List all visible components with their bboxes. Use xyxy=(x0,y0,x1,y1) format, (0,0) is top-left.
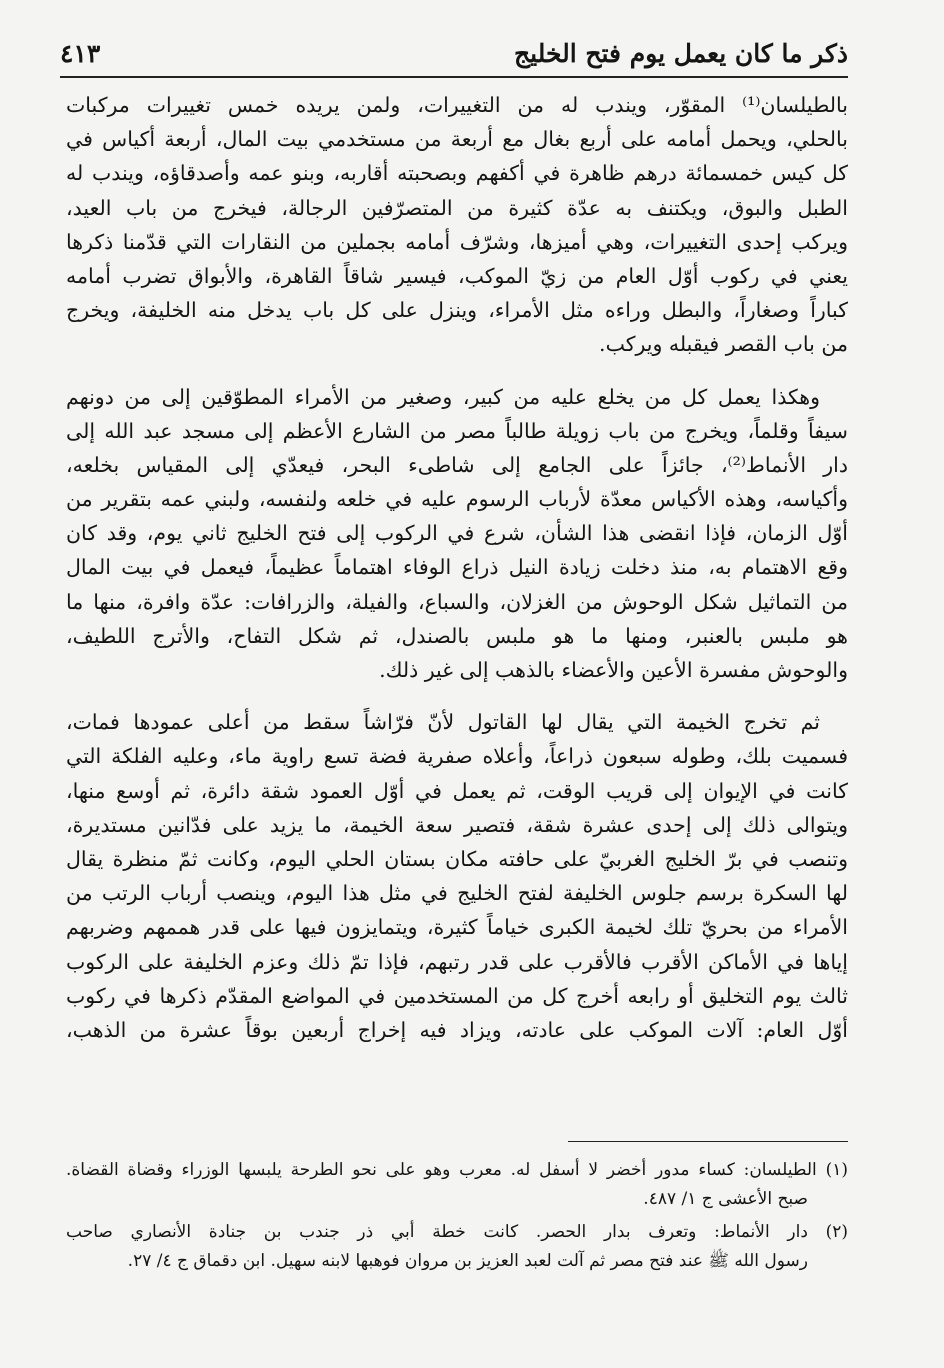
text-line: ثم تخرج الخيمة التي يقال لها القاتول لأنّ فرّاشاً سقط من أعلى عمودها فمات، xyxy=(66,710,820,735)
footnote-line: رسول الله ﷺ عند فتح مصر ثم آلت لعبد العزيز بن مروان فوهبها لابنه سهيل. ابن دقماق ج ٤/ ٢٧. xyxy=(127,1251,808,1271)
paragraph-3 xyxy=(66,705,848,1047)
text-line: كانت في الإيوان إلى قريب الوقت، ثم يعمل في أوّل العمود شقة دائرة، ثم أوسع منها، xyxy=(66,778,848,803)
text-line: أوّل الزمان، فإذا انقضى هذا الشأن، شرع في الركوب إلى فتح الخليج ثاني يوم، وقد كان xyxy=(66,521,848,546)
text-line: فسميت بلك، وطوله سبعون ذراعاً، وأعلاه صفرية فضة تسع راوية ماء، وعليه الفلكة التي xyxy=(66,744,848,769)
footnote-separator xyxy=(568,1141,848,1142)
text-line: إياها في الأماكن الأقرب فالأقرب على قدر رتبهم، فإذا تمّ ذلك وعزم الخليفة على الركوب xyxy=(66,949,848,974)
text-line: بالطيلسان⁽¹⁾ المقوّر، ويندب له من التغييرات، ولمن يريده خمس تغييرات مركبات xyxy=(66,93,848,117)
text-line: بالحلي، ويحمل أمامه على أربع بغال مع أربعة من مستخدمي بيت المال، أربعة أكياس في xyxy=(66,127,848,152)
text-line: ويركب إحدى التغييرات، وهي أميزها، وشرّف أمامه بجملين من النقارات التي قدّمنا ذكرها xyxy=(66,229,848,254)
footnote-1 xyxy=(66,1156,848,1214)
text-line: أوّل العام: آلات الموكب على عادته، ويزاد فيه إخراج أربعين بوقاً عشرة من الذهب، xyxy=(66,1017,848,1042)
text-line: الطبل والبوق، ويكتنف به عدّة كثيرة من المتصرّفين الرجالة، فيخرج من باب العيد، xyxy=(66,195,848,220)
text-line: يعني في ركوب أوّل العام من زيّ الموكب، فيسير شاقاً القاهرة، والأبواق تضرب أمامه xyxy=(66,263,848,288)
header-rule xyxy=(60,76,848,78)
footnote-2 xyxy=(66,1218,848,1276)
text-line: وقع الاهتمام به، منذ دخلت زيادة النيل ذراع الوفاء اهتماماً عظيماً، فيعمل في بيت المال xyxy=(66,555,848,580)
text-line: من باب القصر فيقبله ويركب. xyxy=(599,332,848,357)
footnote-line: صبح الأعشى ج ١/ ٤٨٧. xyxy=(643,1189,808,1209)
text-line: كل كيس خمسمائة درهم ظاهرة في أكفهم وبصحبته أقاربه، وبنو عمه وأصدقاؤه، ويندب له xyxy=(66,161,848,186)
text-line: كباراً وصغاراً، والبطل وراءه مثل الأمراء، وينزل على كل باب يدخل منه الخليفة، ويخرج xyxy=(66,298,848,323)
paragraph-2 xyxy=(66,380,848,688)
footnotes xyxy=(66,1156,848,1280)
body-text xyxy=(66,88,848,1065)
paragraph-1 xyxy=(66,88,848,362)
text-line: وأكياسه، وهذه الأكياس معدّة لأرباب الرسوم عليه في خلعه ولنفسه، ولبني عمه بتقرير من xyxy=(66,487,848,512)
text-line: هو ملبس بالعنبر، ومنها ما هو ملبس بالصندل، ثم شكل التفاح، والأترج اللطيف، xyxy=(66,623,848,648)
text-line: دار الأنماط⁽²⁾، جائزاً على الجامع إلى شاطىء البحر، فيعدّي إلى المقياس بخلعه، xyxy=(66,452,848,477)
text-line: سيفاً وقلماً، ويخرج من باب زويلة طالباً مصر من الشارع الأعظم إلى مسجد عبد الله إلى xyxy=(66,418,848,443)
text-line: وتنصب في برّ الخليج الغربيّ على حافته مكان بستان الحلي اليوم، وكانت ثمّ منظرة يقال xyxy=(66,846,848,871)
text-line: ثالث يوم التخليق أو رابعه أخرج كل من المستخدمين في المواضع المقدّم ذكرها في ركوب xyxy=(66,983,848,1008)
running-title: ذكر ما كان يعمل يوم فتح الخليج xyxy=(514,39,848,68)
text-line: ويتوالى ذلك إلى إحدى عشرة شقة، فتصير سعة الخيمة، ما يزيد على فدّانين مستديرة، xyxy=(66,812,848,837)
text-line: لها السكرة برسم جلوس الخليفة لفتح الخليج في مثل هذا اليوم، وينصب أرباب الرتب من xyxy=(66,881,848,906)
footnote-line: (٢) دار الأنماط: وتعرف بدار الحصر. كانت خطة أبي ذر جندب بن جنادة الأنصاري صاحب xyxy=(66,1222,848,1242)
text-line: والوحوش مفسرة الأعين والأعضاء بالذهب إلى غير ذلك. xyxy=(379,658,848,682)
text-line: الأمراء من بحريّ تلك لخيمة الكبرى خياماً كثيرة، ويتمايزون فيها على قدر هممهم وضربهم xyxy=(66,915,848,940)
page-number: ٤١٣ xyxy=(60,39,101,68)
text-line: من التماثيل شكل الوحوش من الغزلان، والسباع، والفيلة، والزرافات: عدّة وافرة، منها ما xyxy=(66,589,848,614)
footnote-line: (١) الطيلسان: كساء مدور أخضر لا أسفل له. معرب وهو على نحو الطرحة يلبسها الوزراء وقضاة القضاة. xyxy=(66,1160,848,1180)
text-line: وهكذا يعمل كل من يخلع عليه من كبير، وصغير من الأمراء المطوّقين إلى من دونهم xyxy=(66,384,820,409)
page-header xyxy=(60,30,848,74)
